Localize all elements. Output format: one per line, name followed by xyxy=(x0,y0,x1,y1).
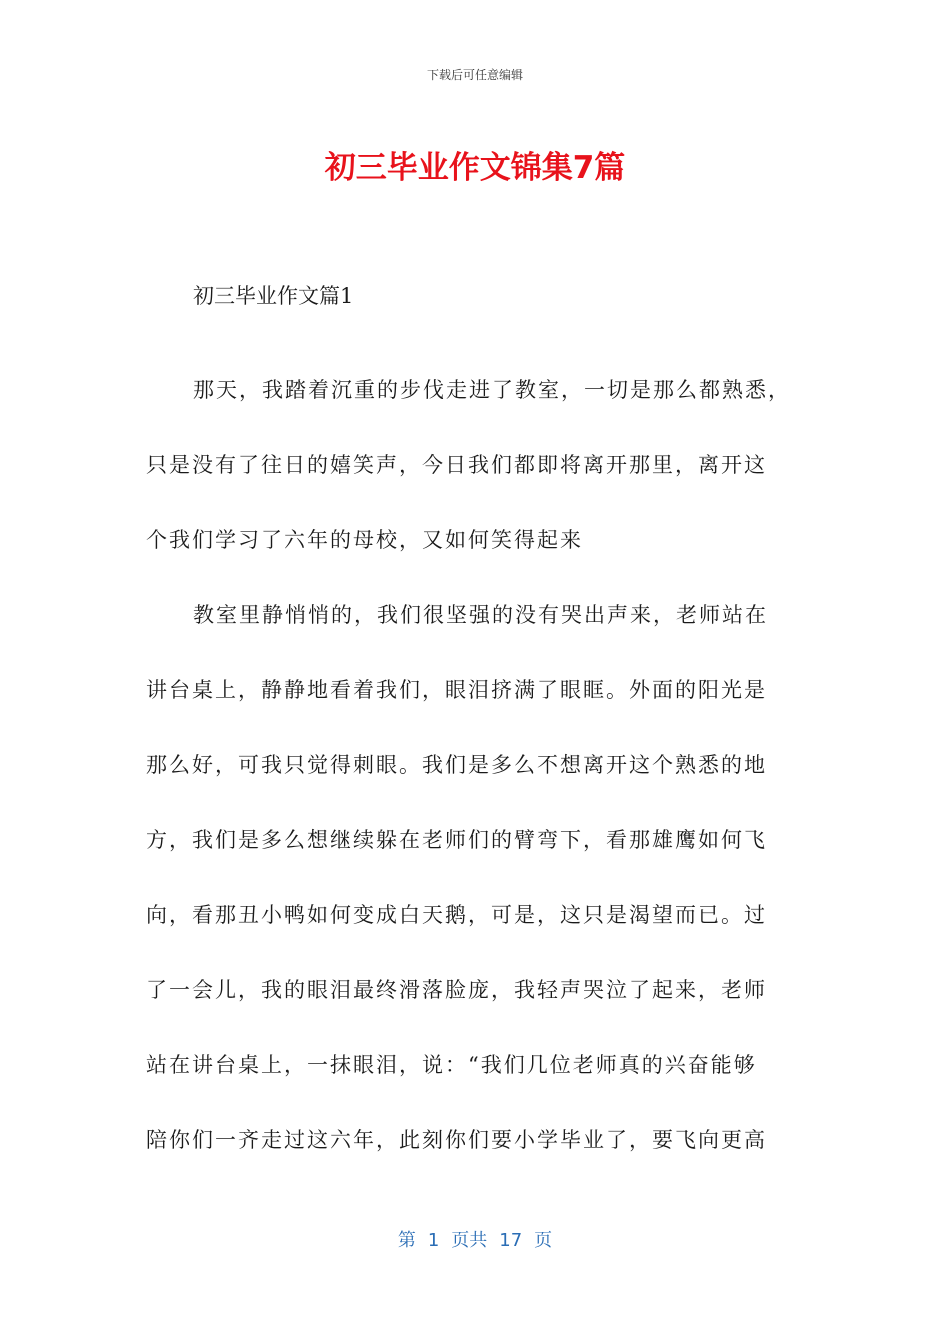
page-footer xyxy=(0,1226,950,1252)
paragraph-line: 站在讲台桌上，一抹眼泪，说：“我们几位老师真的兴奋能够 xyxy=(146,1053,757,1077)
paragraph-line: 讲台桌上，静静地看着我们，眼泪挤满了眼眶。外面的阳光是 xyxy=(146,678,767,702)
paragraph-2 xyxy=(146,578,806,1178)
document-body xyxy=(146,278,806,1178)
paragraph-line: 了一会儿，我的眼泪最终滑落脸庞，我轻声哭泣了起来，老师 xyxy=(146,978,767,1002)
footer-prefix: 第 xyxy=(397,1230,416,1251)
paragraph-line: 那么好，可我只觉得刺眼。我们是多么不想离开这个熟悉的地 xyxy=(146,753,767,777)
footer-suffix: 页 xyxy=(534,1230,553,1251)
paragraph-line: 只是没有了往日的嬉笑声，今日我们都即将离开那里，离开这 xyxy=(146,453,767,477)
paragraph-line: 个我们学习了六年的母校，又如何笑得起来 xyxy=(146,528,583,552)
paragraph-line: 向，看那丑小鸭如何变成白天鹅，可是，这只是渴望而已。过 xyxy=(146,903,767,927)
footer-total-pages: 17 xyxy=(499,1230,523,1251)
document-title: 初三毕业作文锦集7篇 xyxy=(324,150,626,186)
footer-mid: 页共 xyxy=(451,1230,488,1251)
paragraph-line: 教室里静悄悄的，我们很坚强的没有哭出声来，老师站在 xyxy=(193,603,768,627)
footer-current-page: 1 xyxy=(427,1230,440,1251)
section-heading: 初三毕业作文篇1 xyxy=(193,284,354,308)
paragraph-line: 那天，我踏着沉重的步伐走进了教室，一切是那么都熟悉， xyxy=(193,378,791,402)
paragraph-1 xyxy=(146,353,806,578)
paragraph-line: 方，我们是多么想继续躲在老师们的臂弯下，看那雄鹰如何飞 xyxy=(146,828,767,852)
paragraph-line: 陪你们一齐走过这六年，此刻你们要小学毕业了，要飞向更高 xyxy=(146,1128,767,1152)
header-note: 下载后可任意编辑 xyxy=(426,68,523,82)
